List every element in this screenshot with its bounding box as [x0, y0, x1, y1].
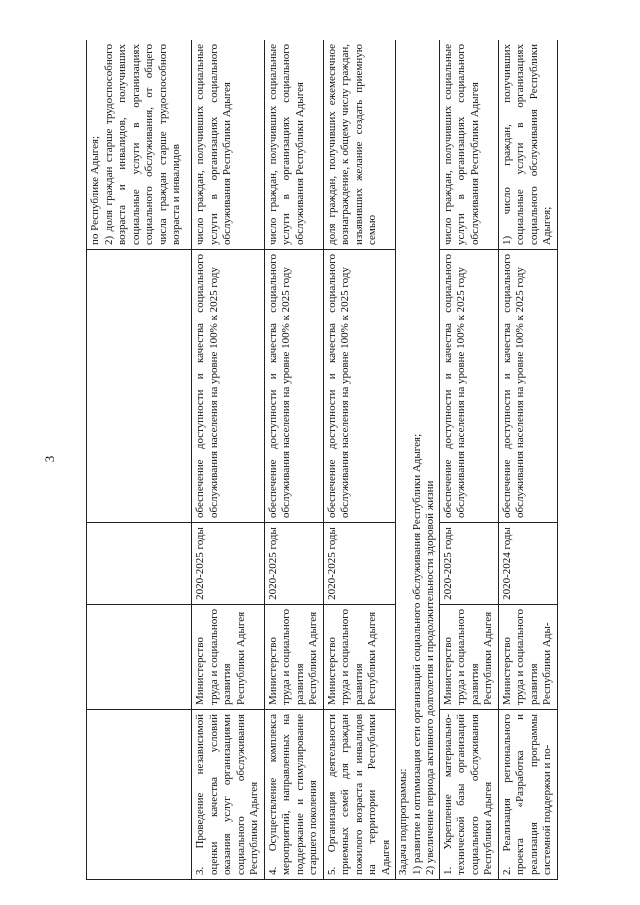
cell-period: 2020-2025 годы: [264, 523, 323, 605]
table-row: [192, 40, 265, 880]
cell-period: 2020-2025 годы: [323, 523, 396, 605]
table-row: [323, 40, 396, 880]
cell-executor: Министерство труда и социального развития Республики Адыгея: [264, 605, 323, 710]
table-row: [439, 40, 498, 880]
cell-result-empty: [87, 250, 192, 523]
cell-executor: Министерство труда и социального развития Республики Ады-: [498, 605, 557, 710]
cell-indicator: число граждан, получивших социальные услуги в организациях социального обслуживания Республики Адыгея: [192, 40, 265, 250]
cell-period: 2020-2025 годы: [439, 523, 498, 605]
cell-executor-empty: [87, 605, 192, 710]
cell-indicator-continuation: по Республике Адыгея; 2) доля граждан старше трудоспособного возраста и инвалидов, получивших социальные услуги в организациях социального обслуживания, от общего числа граждан старше трудоспособного возраста и инвалидов: [87, 40, 192, 250]
task-item-1: 1) развитие и оптимизация сети организаций социального обслуживания Республики Адыгея;: [410, 433, 423, 875]
cell-event: 2. Реализация регионального проекта «Разработка и реализация программы системной поддержки и по-: [498, 710, 557, 880]
page-number: 3: [42, 455, 57, 463]
task-heading: Задача подпрограммы:: [397, 768, 409, 875]
cell-event: 3. Проведение независимой оценки качества условий оказания услуг организациями социального обслуживания Республики Адыгея: [192, 710, 265, 880]
task-cell: [396, 40, 440, 880]
rotated-page: [86, 40, 576, 880]
cell-period: 2020-2024 годы: [498, 523, 557, 605]
table-row: [264, 40, 323, 880]
cell-indicator: число граждан, получивших социальные услуги в организациях социального обслуживания Республики Адыгея: [264, 40, 323, 250]
cell-indicator: доля граждан, получивших ежемесячное вознаграждение, к общему числу граждан, изъявивших желание создать приемную семью: [323, 40, 396, 250]
cell-executor: Министерство труда и социального развития Республики Адыгея: [323, 605, 396, 710]
table-row: [498, 40, 557, 880]
cell-indicator: 1) число граждан, получивших социальные услуги в организациях социального обслуживания Республики Адыгея;: [498, 40, 557, 250]
cell-event: 4. Осуществление комплекса мероприятий, направленных на поддержание и стимулирование старшего поколения: [264, 710, 323, 880]
cell-period-empty: [87, 523, 192, 605]
cell-period: 2020-2025 годы: [192, 523, 265, 605]
cell-executor: Министерство труда и социального развития Республики Адыгея: [192, 605, 265, 710]
rotated-content: [86, 40, 576, 880]
cell-result: обеспечение доступности и качества социального обслуживания населения на уровне 100% к 2025 году: [323, 250, 396, 523]
task-row: [396, 40, 440, 880]
program-table: [86, 40, 558, 880]
table-row-continuation: [87, 40, 192, 880]
cell-indicator: число граждан, получивших социальные услуги в организациях социального обслуживания Республики Адыгея: [439, 40, 498, 250]
cell-result: обеспечение доступности и качества социального обслуживания населения на уровне 100% к 2025 году: [498, 250, 557, 523]
cell-result: обеспечение доступности и качества социального обслуживания населения на уровне 100% к 2025 году: [264, 250, 323, 523]
cell-event: 5. Организация деятельности приемных семей для граждан пожилого возраста и инвалидов на территории Республики Адыгея: [323, 710, 396, 880]
cell-result: обеспечение доступности и качества социального обслуживания населения на уровне 100% к 2025 году: [192, 250, 265, 523]
cell-executor: Министерство труда и социального развития Республики Адыгея: [439, 605, 498, 710]
cell-event: 1. Укрепление материально-технической базы организаций социального обслуживания Республики Адыгея: [439, 710, 498, 880]
cell-result: обеспечение доступности и качества социального обслуживания населения на уровне 100% к 2025 году: [439, 250, 498, 523]
cell-event-empty: [87, 710, 192, 880]
task-item-2: 2) увеличение периода активного долголетия и продолжительности здоровой жизни: [424, 480, 436, 875]
